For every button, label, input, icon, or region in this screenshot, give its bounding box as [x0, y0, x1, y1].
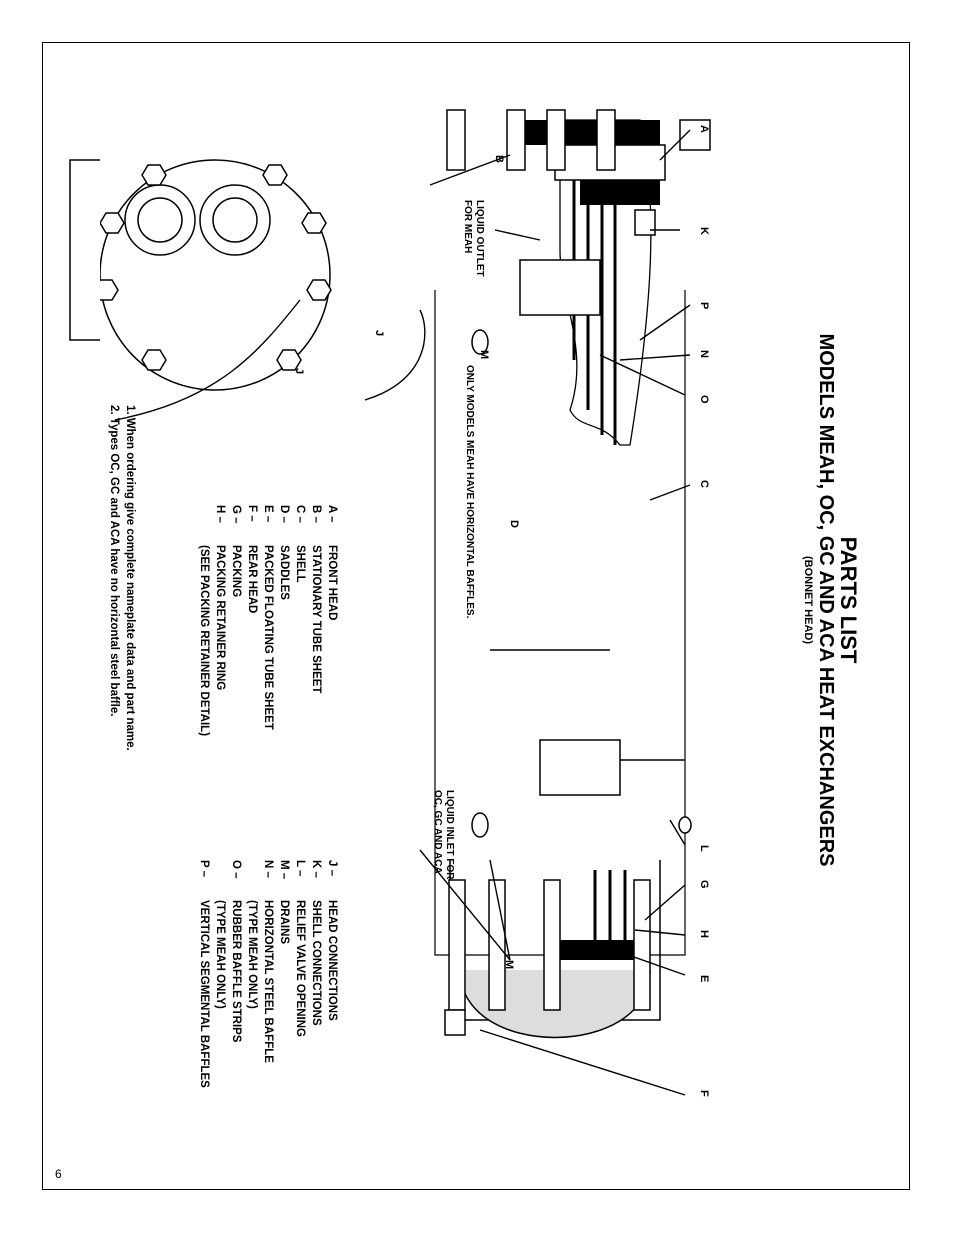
saddle-left [520, 260, 600, 315]
parts-row: (SEE PACKING RETAINER DETAIL) [198, 545, 210, 737]
callout-g: G [698, 880, 710, 889]
callout-h: H [698, 930, 710, 938]
saddle-right [540, 740, 620, 795]
rear-tubes [595, 870, 625, 940]
parts-row: G – PACKING [230, 505, 242, 598]
parts-row: (TYPE MEAH ONLY) [214, 900, 226, 1009]
callout-c: C [698, 480, 710, 488]
title-subtitle: (BONNET HEAD) [802, 556, 814, 644]
callout-j-bottom: J [293, 368, 305, 375]
parts-row: C – SHELL [294, 505, 306, 583]
parts-row: H – PACKING RETAINER RING [214, 505, 226, 691]
callout-p: P [698, 302, 710, 310]
parts-list-left [196, 505, 340, 736]
title-line-2: MODELS MEAH, OC, GC AND ACA HEAT EXCHANGERS [815, 333, 837, 867]
callout-d: D [508, 520, 520, 528]
callout-k: K [698, 227, 710, 235]
callout-b: B [493, 155, 505, 163]
parts-row: O – RUBBER BAFFLE STRIPS [230, 860, 242, 1043]
parts-list-right [196, 860, 340, 1088]
parts-row: K – SHELL CONNECTIONS [310, 860, 322, 1026]
liquid-outlet-note: LIQUID OUTLET FOR MEAH [462, 200, 485, 277]
parts-row: B – STATIONARY TUBE SHEET [310, 505, 322, 694]
callout-m-left: M [478, 350, 490, 360]
rotated-page-content [60, 100, 860, 1100]
callout-e: E [698, 975, 710, 983]
liquid-inlet-note: LIQUID INLET FOR OC, GC AND ACA [432, 790, 455, 880]
callout-l: L [698, 845, 710, 852]
title-block [801, 290, 860, 910]
drain-right [472, 813, 488, 837]
parts-row: P – VERTICAL SEGMENTAL BAFFLES [198, 860, 210, 1088]
footnotes [106, 405, 138, 751]
end-view [70, 160, 331, 390]
callout-n: N [698, 350, 710, 358]
parts-row: A – FRONT HEAD [326, 505, 338, 621]
footnote-1: 1. When ordering give complete nameplate data and part name. [124, 405, 136, 751]
front-head-gasket [580, 180, 660, 205]
callout-o: O [698, 395, 710, 404]
page-number: 6 [55, 1167, 62, 1181]
callout-f: F [698, 1090, 710, 1097]
callout-j-top: J [373, 330, 385, 337]
title-line-1: PARTS LIST [836, 536, 861, 664]
callout-m-right: M [503, 960, 515, 970]
callout-a: A [698, 125, 710, 133]
heat-exchanger-diagram [60, 100, 860, 1100]
relief-valve [679, 817, 691, 833]
parts-row: E – PACKED FLOATING TUBE SHEET [262, 505, 274, 730]
footnote-2: 2. Types OC, GC and ACA have no horizontal steel baffle. [108, 405, 120, 717]
parts-row: N – HORIZONTAL STEEL BAFFLE [262, 860, 274, 1063]
parts-row: D – SADDLES [278, 505, 290, 600]
parts-row: L – RELIEF VALVE OPENING [294, 860, 306, 1037]
stationary-tube-sheet [520, 120, 660, 145]
parts-row: M – DRAINS [278, 860, 290, 945]
parts-row: J – HEAD CONNECTIONS [326, 860, 338, 1021]
parts-row: (TYPE MEAH ONLY) [246, 900, 258, 1009]
parts-row: F – REAR HEAD [246, 505, 258, 614]
horizontal-baffles-note: ONLY MODELS MEAH HAVE HORIZONTAL BAFFLES. [464, 365, 475, 619]
shell-connection-k [635, 210, 655, 235]
